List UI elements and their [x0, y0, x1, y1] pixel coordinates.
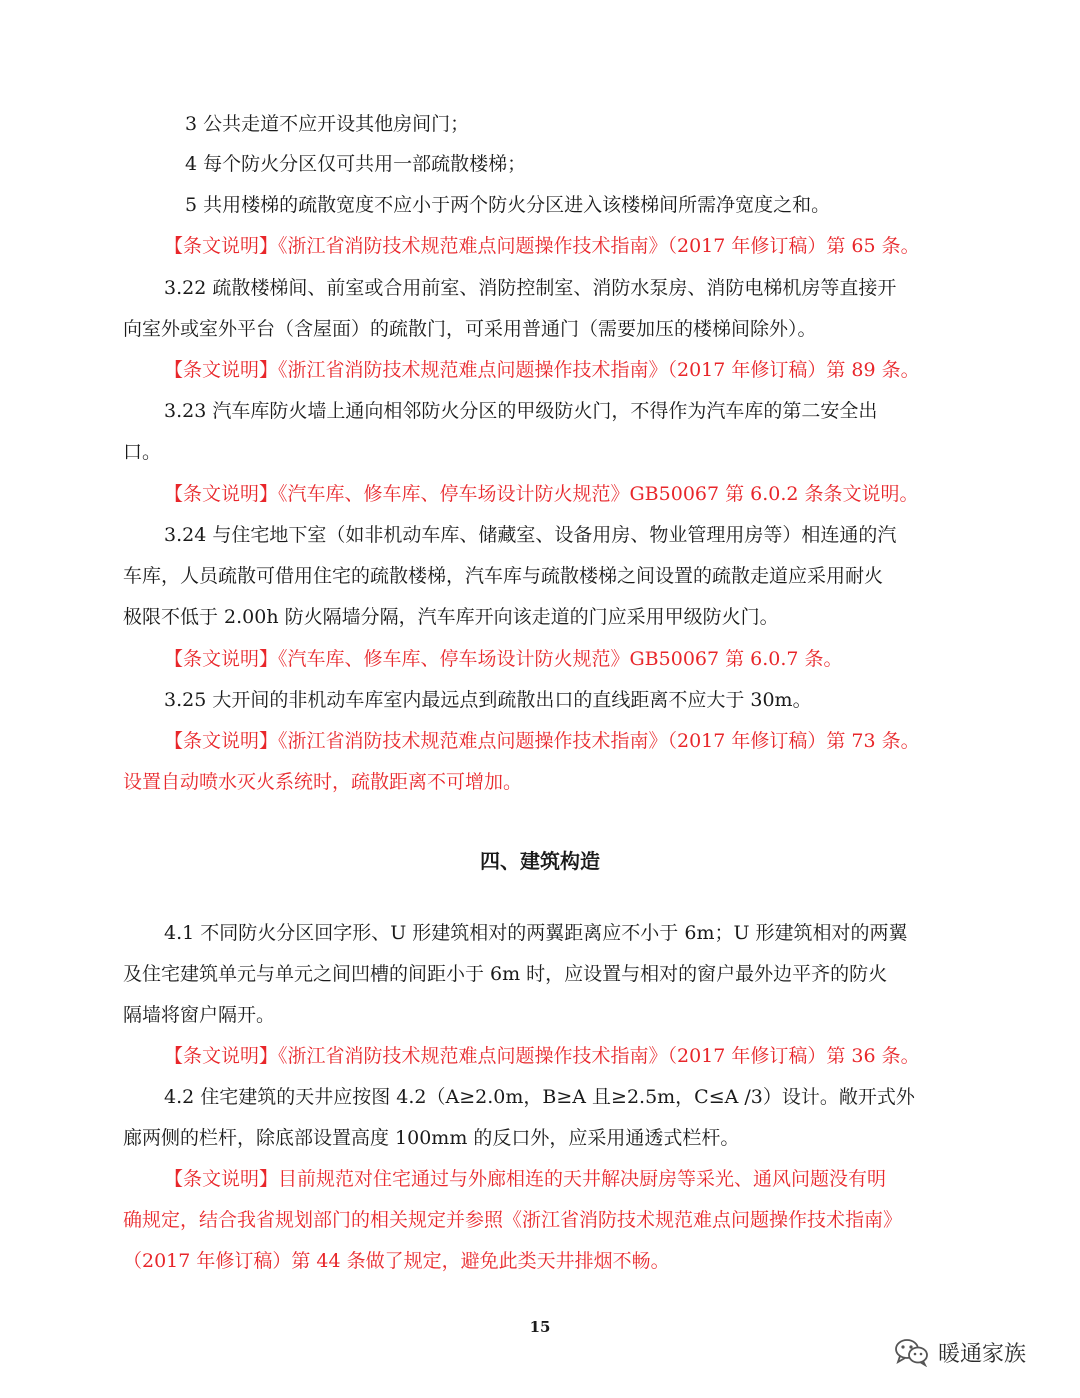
text-line: 4.1 不同防火分区回字形、U 形建筑相对的两翼距离应不小于 6m；U 形建筑相对的两翼	[164, 922, 908, 944]
note-line: 【条文说明】《浙江省消防技术规范难点问题操作技术指南》（2017 年修订稿）第 36 条。	[164, 1045, 920, 1067]
text-line: 3.22 疏散楼梯间、前室或合用前室、消防控制室、消防水泵房、消防电梯机房等直接开	[164, 277, 897, 299]
note-line: 【条文说明】目前规范对住宅通过与外廊相连的天井解决厨房等采光、通风问题没有明	[164, 1168, 887, 1190]
note-line: （2017 年修订稿）第 44 条做了规定，避免此类天井排烟不畅。	[123, 1250, 670, 1272]
note-line: 【条文说明】《浙江省消防技术规范难点问题操作技术指南》（2017 年修订稿）第 89 条。	[164, 359, 920, 381]
text-line: 极限不低于 2.00h 防火隔墙分隔，汽车库开向该走道的门应采用甲级防火门。	[123, 606, 779, 628]
text-line: 车库，人员疏散可借用住宅的疏散楼梯，汽车库与疏散楼梯之间设置的疏散走道应采用耐火	[123, 565, 884, 587]
text-line: 及住宅建筑单元与单元之间凹槽的间距小于 6m 时，应设置与相对的窗户最外边平齐的防火	[123, 963, 888, 985]
text-line: 4 每个防火分区仅可共用一部疏散楼梯；	[185, 153, 527, 175]
note-line: 【条文说明】《汽车库、修车库、停车场设计防火规范》GB50067 第 6.0.7 条。	[164, 648, 843, 670]
wechat-icon	[894, 1337, 930, 1367]
watermark-text: 暖通家族	[938, 1341, 1027, 1367]
note-line: 设置自动喷水灭火系统时，疏散距离不可增加。	[123, 771, 523, 793]
text-line: 3 公共走道不应开设其他房间门；	[185, 113, 470, 135]
text-line: 3.25 大开间的非机动车库室内最远点到疏散出口的直线距离不应大于 30m。	[164, 689, 812, 711]
text-line: 3.24 与住宅地下室（如非机动车库、储藏室、设备用房、物业管理用房等）相连通的汽	[164, 524, 897, 546]
section-heading: 四、建筑构造	[480, 849, 600, 873]
text-line: 4.2 住宅建筑的天井应按图 4.2（A≥2.0m，B≥A 且≥2.5m，C≤A /3）设计。敞开式外	[164, 1086, 915, 1108]
note-line: 【条文说明】《浙江省消防技术规范难点问题操作技术指南》（2017 年修订稿）第 65 条。	[164, 235, 920, 257]
page-number: 15	[529, 1318, 551, 1336]
text-line: 5 共用楼梯的疏散宽度不应小于两个防火分区进入该楼梯间所需净宽度之和。	[185, 194, 831, 216]
text-line: 口。	[123, 441, 162, 463]
text-line: 廊两侧的栏杆，除底部设置高度 100mm 的反口外，应采用通透式栏杆。	[123, 1127, 740, 1149]
text-line: 3.23 汽车库防火墙上通向相邻防火分区的甲级防火门，不得作为汽车库的第二安全出	[164, 400, 878, 422]
note-line: 【条文说明】《汽车库、修车库、停车场设计防火规范》GB50067 第 6.0.2 条条文说明。	[164, 483, 919, 505]
text-line: 向室外或室外平台（含屋面）的疏散门，可采用普通门（需要加压的楼梯间除外）。	[123, 318, 817, 340]
note-line: 【条文说明】《浙江省消防技术规范难点问题操作技术指南》（2017 年修订稿）第 73 条。	[164, 730, 920, 752]
note-line: 确规定，结合我省规划部门的相关规定并参照《浙江省消防技术规范难点问题操作技术指南》	[123, 1209, 903, 1231]
watermark	[894, 1332, 1026, 1372]
text-line: 隔墙将窗户隔开。	[123, 1004, 276, 1026]
